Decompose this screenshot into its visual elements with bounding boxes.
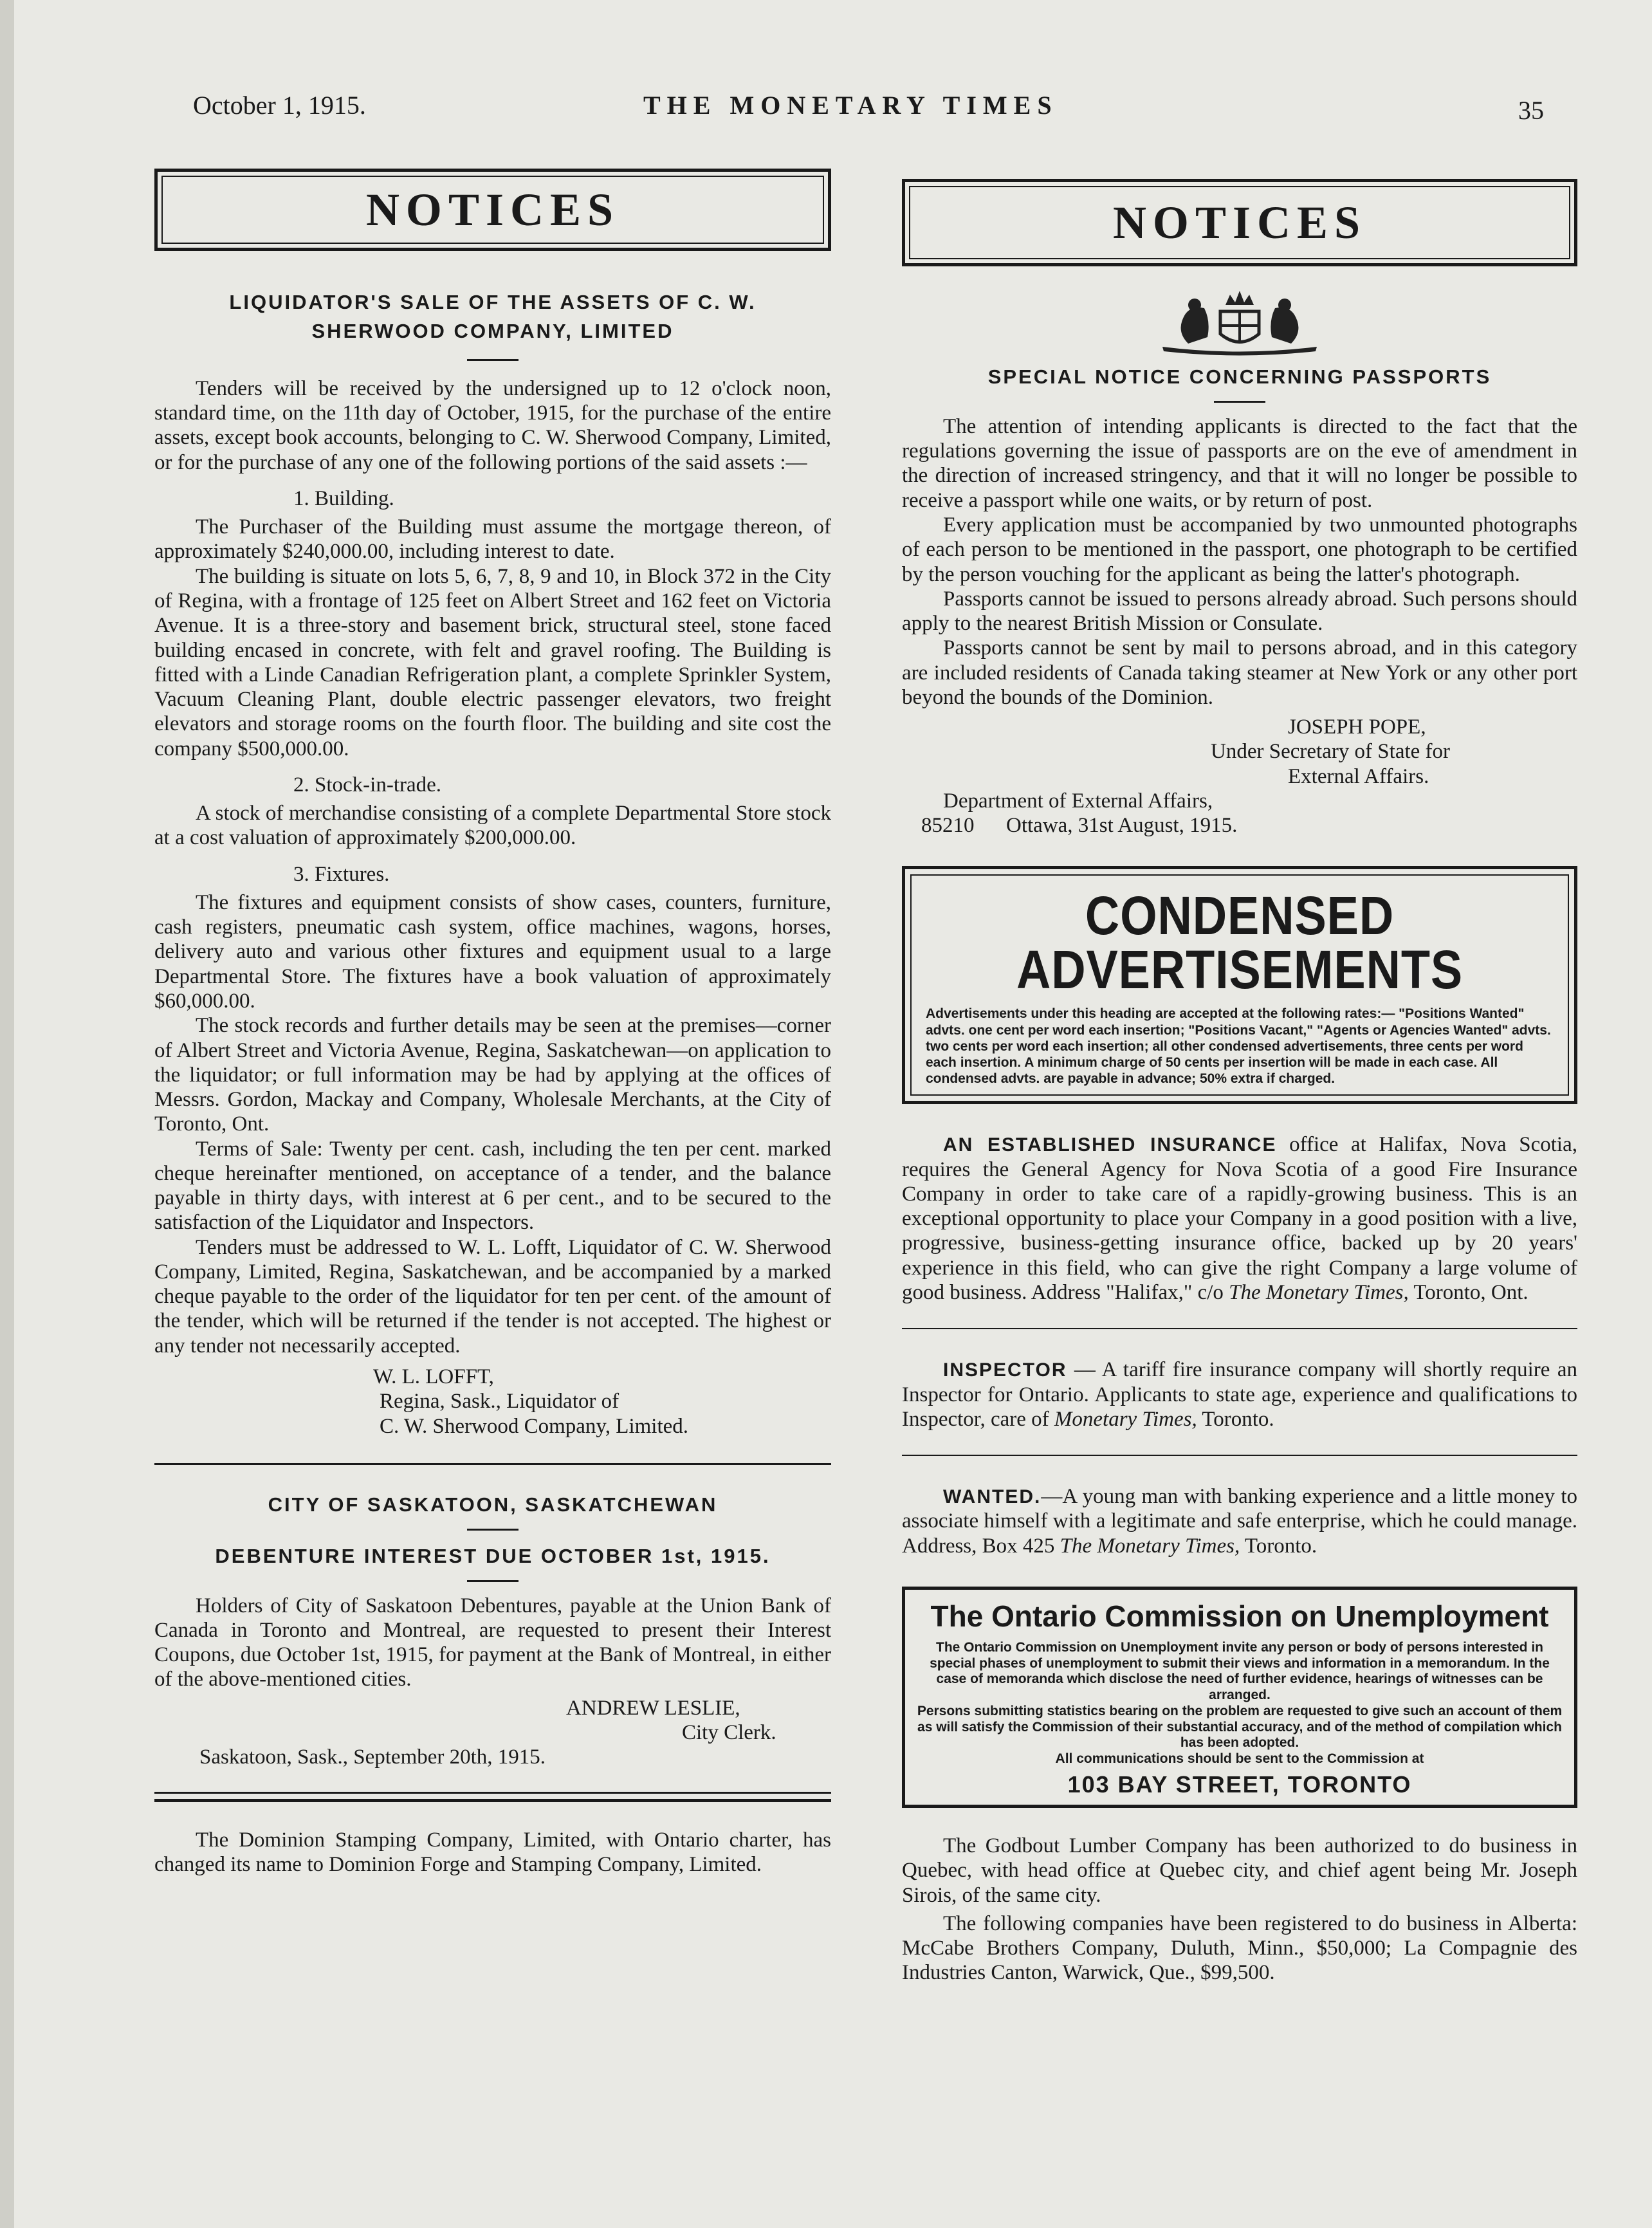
wanted-ad [902,1484,1577,1558]
insurance-ad [902,1132,1577,1305]
item-stock: 2. Stock-in-trade. [293,773,442,796]
ontario-commission-box [902,1587,1577,1808]
department-line: Department of External Affairs, [943,789,1213,813]
wanted-ad-tail: Toronto. [1240,1534,1317,1558]
alberta-item: The following companies have been registered to do business in Alberta: McCabe Brothers Company, Duluth, Minn., $50,000; La Compagnie des Industries Canton, Warwick, Que., $99,500. [902,1911,1577,1985]
signature-title: City Clerk. [682,1720,776,1744]
item-building: 1. Building. [293,486,394,510]
sherwood-heading-line2: SHERWOOD COMPANY, LIMITED [311,319,674,342]
paper-name: The Monetary Times, [1229,1280,1409,1304]
debenture-heading: DEBENTURE INTEREST DUE OCTOBER 1st, 1915. [215,1544,771,1567]
insurance-ad-lead: AN ESTABLISHED INSURANCE [943,1134,1277,1156]
insurance-ad-tail: Toronto, Ont. [1408,1280,1528,1304]
condensed-ads-title: CONDENSED ADVERTISEMENTS [1016,885,1464,1000]
issue-date: October 1, 1915. [193,91,366,120]
notices-banner-right [902,179,1577,266]
running-head [193,90,1544,129]
notices-banner-left [154,169,831,251]
wanted-ad-lead: WANTED. [943,1486,1042,1508]
signature-title: Under Secretary of State for [1211,740,1451,764]
reference-dateline: 85210 Ottawa, 31st August, 1915. [921,814,1238,838]
saskatoon-heading: CITY OF SASKATOON, SASKATCHEWAN [268,1493,718,1516]
stock-paragraph: A stock of merchandise consisting of a complete Departmental Store stock at a cost valuation of approximately $200,000.00. [154,802,831,850]
signature-name: ANDREW LESLIE, [566,1696,740,1720]
notices-banner-text: NOTICES [161,176,824,244]
inspector-ad-tail: Toronto. [1197,1407,1274,1431]
ontario-commission-title: The Ontario Commission on Unemployment [930,1599,1549,1633]
section-double-rule [154,1792,831,1802]
saskatoon-body: Holders of City of Saskatoon Debentures, payable at the Union Bank of Canada in Toronto and Montreal, are requested to present their Interest Coupons, due October 1st, 1915, for payment at the Bank of Montreal, in either of the above-mentioned cities. [154,1594,831,1691]
condensed-ads-rates: Advertisements under this heading are accepted at the following rates:— "Positions Wanted" advts. one cent per word each insertion; "Positions Vacant," "Agents or Agencies Wanted" advts. two cents per word each insertion; all other condensed advertisements, three cents per word each insertion. A minimum charge of 50 cents per insertion will be made in each case. All condensed advts. are payable in advance; 50% extra if charged. [926,1006,1551,1087]
dominion-stamping-item: The Dominion Stamping Company, Limited, with Ontario charter, has changed its name to Dominion Forge and Stamping Company, Limited. [154,1828,831,1876]
signature-line: C. W. Sherwood Company, Limited. [380,1414,689,1438]
building-paragraph-1: The Purchaser of the Building must assume the mortgage thereon, of approximately $240,000.00, including interest to date. [154,515,831,564]
signature-line: Regina, Sask., Liquidator of [380,1390,620,1413]
signature-name: W. L. LOFFT, [373,1365,494,1388]
passports-paragraph-1: The attention of intending applicants is directed to the fact that the regulations governing the issue of passports are on the eve of amendment in the direction of increased stringency, and that it will no longer be possible to receive a passport while one waits, or by return of post. [902,414,1577,512]
paper-name: The Monetary Times, [1060,1534,1240,1558]
wanted-ad-body: —A young man with banking experience and a little money to associate himself with a legitimate and safe enterprise, which he could manage. Address, Box 425 [902,1485,1577,1558]
passports-paragraph-3: Passports cannot be issued to persons already abroad. Such persons should apply to the nearest British Mission or Consulate. [902,587,1577,636]
tenders-paragraph: Tenders must be addressed to W. L. Lofft, Liquidator of C. W. Sherwood Company, Limited, Regina, Saskatchewan, and be accompanied by a marked cheque payable to the order of the liquidator for ten per cent. of the amount of the tender, which will be returned if the tender is not accepted. The highest or any tender not necessarily accepted. [154,1235,831,1358]
fixtures-paragraph: The fixtures and equipment consists of show cases, counters, furniture, cash registers, pneumatic cash system, office machines, wagons, horses, delivery auto and various other fixtures and equipment usual to a large Departmental Store. The fixtures have a book valuation of approximately $60,000.00. [154,890,831,1013]
sherwood-intro: Tenders will be received by the undersigned up to 12 o'clock noon, standard time, on the 11th day of October, 1915, for the purchase of the entire assets, except book accounts, belonging to C. W. Sherwood Company, Limited, or for the purchase of any one of the following portions of the said assets :— [154,376,831,474]
page-edge-shadow [0,0,14,2228]
inspector-ad [902,1358,1577,1432]
passports-heading: SPECIAL NOTICE CONCERNING PASSPORTS [987,365,1492,388]
records-paragraph: The stock records and further details may be seen at the premises—corner of Albert Street and Victoria Avenue, Regina, Saskatchewan—on application to the liquidator; or full information may be had by applying at the offices of Messrs. Gordon, Mackay and Company, Wholesale Merchants, at the City of Toronto, Ont. [154,1014,831,1136]
signature-title: External Affairs. [1288,764,1429,788]
signature-name: JOSEPH POPE, [1288,715,1426,739]
godbout-item: The Godbout Lumber Company has been authorized to do business in Quebec, with head office at Quebec city, and chief agent being Mr. Joseph Sirois, of the same city. [902,1834,1577,1907]
masthead: THE MONETARY TIMES [643,91,1058,120]
divider [467,1529,519,1531]
inspector-ad-body: — A tariff fire insurance company will shortly require an Inspector for Ontario. Applicants to state age, experience and qualifications to Inspector, care of [902,1358,1577,1431]
section-rule [902,1328,1577,1329]
item-fixtures: 3. Fixtures. [293,862,390,886]
terms-paragraph: Terms of Sale: Twenty per cent. cash, including the ten per cent. marked cheque hereinafter mentioned, on acceptance of a tender, and the balance payable in thirty days, with interest at 6 per cent., and to be secured to the satisfaction of the Liquidator and Inspectors. [154,1137,831,1235]
sherwood-heading-line1: LIQUIDATOR'S SALE OF THE ASSETS OF C. W. [229,291,757,313]
royal-arms-icon [1150,286,1330,356]
saskatoon-dateline: Saskatoon, Sask., September 20th, 1915. [199,1745,546,1769]
ontario-commission-text: Persons submitting statistics bearing on the problem are requested to give such an account of them as will satisfy the Commission of their substantial accuracy, and of the method of compilation which has been adopted. [917,1703,1563,1751]
notices-banner-text: NOTICES [909,186,1570,259]
paper-name: Monetary Times, [1054,1407,1197,1431]
section-rule [902,1455,1577,1456]
ontario-commission-address: 103 BAY STREET, TORONTO [1067,1771,1412,1798]
right-column [902,169,1577,1985]
condensed-ads-inner [910,874,1569,1096]
divider [467,1580,519,1582]
left-column [154,169,831,1877]
section-rule [154,1463,831,1465]
ontario-commission-text: All communications should be sent to the Commission at [1055,1751,1424,1767]
inspector-ad-lead: INSPECTOR [943,1359,1067,1381]
divider [467,359,519,361]
divider [1214,401,1265,403]
passports-paragraph-4: Passports cannot be sent by mail to persons abroad, and in this category are included residents of Canada taking steamer at New York or any other port beyond the bounds of the Dominion. [902,636,1577,709]
insurance-ad-body: office at Halifax, Nova Scotia, requires the General Agency for Nova Scotia of a good Fire Insurance Company in order to take care of a rapidly-growing business. This is an exceptional opportunity to place your Company in a good position with a live, progressive, business-getting insurance office, backed up by 20 years' experience in this field, who can give the right Company a large volume of good business. Address "Halifax," c/o [902,1133,1577,1304]
passports-paragraph-2: Every application must be accompanied by two unmounted photographs of each person to be mentioned in the passport, one photograph to be certified by the person vouching for the applicant as being the latter's photograph. [902,513,1577,586]
ontario-commission-text: The Ontario Commission on Unemployment invite any person or body of persons interested in special phases of unemployment to submit their views and information in a memorandum. In the case of memoranda which disclose the need of further evidence, hearings of witnesses can be arranged. [930,1639,1550,1703]
condensed-ads-box [902,866,1577,1104]
page-number: 35 [1518,96,1544,125]
building-paragraph-2: The building is situate on lots 5, 6, 7, 8, 9 and 10, in Block 372 in the City of Regina, with a frontage of 125 feet on Albert Street and 162 feet on Victoria Avenue. It is a three-story and basement brick, structural steel, stone faced building encased in concrete, with felt and gravel roofing. The Building is fitted with a Linde Canadian Refrigeration plant, a complete Sprinkler System, Vacuum Cleaning Plant, double electric passenger elevators, two freight elevators and storage rooms on the fourth floor. The building and site cost the company $500,000.00. [154,564,831,760]
